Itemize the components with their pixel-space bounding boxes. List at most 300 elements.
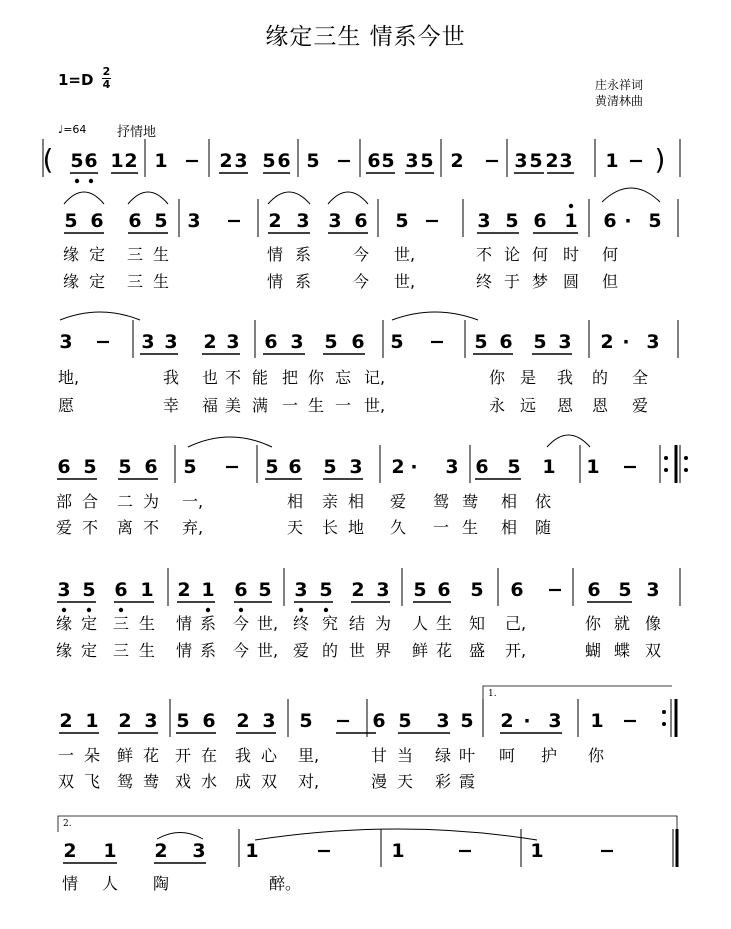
- lyric-char: 盛: [469, 641, 486, 660]
- note: 5: [395, 210, 409, 232]
- note: 5: [324, 331, 338, 353]
- lyric-char: 你: [588, 746, 605, 765]
- note: 2: [500, 710, 514, 732]
- lyric-char: 爱: [293, 641, 310, 660]
- lyric-char: 久: [390, 518, 407, 537]
- note: 3: [646, 579, 660, 601]
- lyric-char: 开,: [505, 641, 527, 660]
- lyric-char: 戏: [175, 772, 192, 791]
- tempo-marking: ♩=64: [58, 123, 87, 136]
- lyric-char: 天: [397, 772, 414, 791]
- note: 6: [234, 579, 248, 601]
- slur: [157, 833, 203, 840]
- lyric-char: 漫: [371, 772, 388, 791]
- lyric-char: 生: [139, 641, 156, 660]
- lyric-char: 是: [520, 368, 537, 387]
- slur: [64, 192, 104, 204]
- lyric-char: 终: [476, 272, 493, 291]
- note: 6: [264, 331, 278, 353]
- note: 5: [648, 210, 662, 232]
- lyric-char: 对,: [298, 772, 320, 791]
- lyric-char: 彩: [435, 772, 452, 791]
- note: 6: [57, 456, 71, 478]
- note: 5: [64, 210, 78, 232]
- note: 6: [202, 710, 216, 732]
- lyric-char: 双: [58, 772, 75, 791]
- lyric-char: 亲: [322, 492, 339, 511]
- slur: [392, 312, 478, 320]
- note: 5: [299, 710, 313, 732]
- time-signature-top: 2: [102, 65, 111, 78]
- note: 6: [533, 210, 547, 232]
- lyric-char: 远: [520, 396, 537, 415]
- note: 3: [646, 331, 660, 353]
- note: 1: [590, 710, 604, 732]
- lyric-char: 愿: [58, 396, 75, 415]
- key-signature: 1=D: [58, 71, 94, 89]
- lyric-char: 圆: [563, 272, 580, 291]
- note: 1: [605, 150, 619, 172]
- note: 1: [85, 710, 99, 732]
- octave-dot: [569, 204, 573, 208]
- note: 2: [203, 331, 217, 353]
- lyric-char: 能: [252, 368, 269, 387]
- lyric-char: 情: [267, 245, 284, 264]
- note: 5: [470, 579, 484, 601]
- note: 3: [234, 150, 248, 172]
- lyric-char: 也: [202, 368, 219, 387]
- note: 2: [219, 150, 233, 172]
- slur: [602, 188, 660, 202]
- lyric-char: 世,: [394, 272, 416, 291]
- note: 5: [505, 210, 519, 232]
- note: 2: [177, 579, 191, 601]
- note: 1: [542, 456, 556, 478]
- lyric-char: 醉。: [269, 874, 302, 893]
- octave-dot: [299, 608, 303, 612]
- lyric-char: 我: [235, 746, 252, 765]
- lyric-char: 满: [252, 396, 269, 415]
- note: 6: [367, 150, 381, 172]
- lyric-char: 鸯: [143, 772, 160, 791]
- note: ·: [523, 710, 531, 732]
- lyric-char: 定: [81, 614, 98, 633]
- lyric-char: 当: [397, 746, 414, 765]
- note: 3: [328, 210, 342, 232]
- lyric-char: 不: [225, 368, 242, 387]
- lyric-char: 地,: [58, 368, 80, 387]
- lyric-char: 记,: [364, 368, 386, 387]
- note: 5: [460, 710, 474, 732]
- octave-dot: [119, 608, 123, 612]
- note: 2: [59, 710, 73, 732]
- lyric-char: 三: [127, 272, 144, 291]
- song-title: 缘定三生 情系今世: [265, 24, 466, 50]
- note: 5: [533, 331, 547, 353]
- note: 6: [475, 456, 489, 478]
- lyric-char: 系: [200, 641, 217, 660]
- lyric-char: 世,: [394, 245, 416, 264]
- repeat-dot: [684, 468, 688, 472]
- lyric-char: 陶: [153, 874, 170, 893]
- lyric-char: 叶: [459, 746, 476, 765]
- note: 6: [128, 210, 142, 232]
- note: 3: [559, 150, 573, 172]
- lyric-char: 里,: [298, 746, 320, 765]
- note: 6: [603, 210, 617, 232]
- lyric-char: 情: [176, 641, 193, 660]
- lyric-char: 一: [282, 396, 299, 415]
- note: 3: [226, 331, 240, 353]
- lyric-char: 三: [113, 641, 130, 660]
- note: 5: [420, 150, 434, 172]
- lyricist-credit: 庄永祥词: [595, 78, 644, 92]
- lyric-char: 定: [89, 272, 106, 291]
- note: 3: [477, 210, 491, 232]
- note: 3: [57, 579, 71, 601]
- lyric-char: 双: [261, 772, 278, 791]
- lyric-char: 情: [176, 614, 193, 633]
- note: 2: [450, 150, 464, 172]
- lyric-char: 水: [201, 772, 218, 791]
- lyric-char: 鸳: [117, 772, 134, 791]
- lyric-char: 世: [349, 641, 366, 660]
- lyric-char: 护: [541, 746, 558, 765]
- lyric-char: 你: [585, 614, 602, 633]
- lyric-char: 就: [614, 614, 631, 633]
- lyric-char: 不: [476, 245, 493, 264]
- note: 5: [319, 579, 333, 601]
- lyric-char: 朵: [84, 746, 101, 765]
- lyric-char: 时: [563, 245, 580, 264]
- note: 5: [507, 456, 521, 478]
- note: 6: [437, 579, 451, 601]
- lyric-char: 一,: [182, 492, 204, 511]
- lyric-char: 相: [501, 492, 518, 511]
- lyric-char: 美: [225, 396, 242, 415]
- lyric-char: 今: [233, 614, 250, 633]
- lyric-char: 系: [200, 614, 217, 633]
- lyric-char: 地: [348, 518, 365, 537]
- note: 5: [306, 150, 320, 172]
- lyric-char: 的: [592, 368, 609, 387]
- repeat-dot: [664, 456, 668, 460]
- bracket: (: [42, 143, 54, 176]
- note: 5: [265, 456, 279, 478]
- lyric-char: 你: [489, 368, 506, 387]
- lyric-char: 你: [308, 368, 325, 387]
- note: 5: [176, 710, 190, 732]
- lyric-char: 世,: [364, 396, 386, 415]
- volta-label-2: 2.: [63, 819, 72, 829]
- lyric-char: 呵: [499, 746, 516, 765]
- lyric-char: 终: [293, 614, 310, 633]
- lyric-char: 幸: [163, 396, 180, 415]
- lyric-char: 人: [102, 874, 119, 893]
- lyric-char: 但: [602, 272, 619, 291]
- lyric-char: 缘: [56, 614, 73, 633]
- repeat-dot: [664, 468, 668, 472]
- lyric-char: 全: [632, 368, 649, 387]
- note: 3: [349, 456, 363, 478]
- lyric-char: 双: [645, 641, 662, 660]
- slur: [268, 192, 310, 204]
- note: 6: [114, 579, 128, 601]
- note: 5: [118, 456, 132, 478]
- note: 3: [59, 331, 73, 353]
- lyric-char: 系: [295, 245, 312, 264]
- lyric-char: 爱: [632, 396, 649, 415]
- note: 3: [296, 210, 310, 232]
- lyric-char: 蝴: [585, 641, 602, 660]
- note: 2: [118, 710, 132, 732]
- note: 6: [354, 210, 368, 232]
- lyric-char: 天: [287, 518, 304, 537]
- note: 5: [82, 579, 96, 601]
- lyric-char: 花: [436, 641, 453, 660]
- note: 1: [103, 840, 117, 862]
- lyric-char: 我: [557, 368, 574, 387]
- note: 2: [268, 210, 282, 232]
- lyric-char: 合: [82, 492, 99, 511]
- lyric-char: 随: [535, 518, 552, 537]
- note: 5: [154, 210, 168, 232]
- note: 6: [277, 150, 291, 172]
- note: 2: [124, 150, 138, 172]
- lyric-char: 相: [287, 492, 304, 511]
- lyric-char: 长: [322, 518, 339, 537]
- lyric-char: 界: [375, 641, 392, 660]
- slur: [547, 435, 590, 447]
- lyric-char: 在: [201, 746, 218, 765]
- volta-label-1: 1.: [488, 689, 497, 699]
- lyric-char: 鲜: [117, 746, 134, 765]
- bracket: ): [654, 143, 666, 176]
- note: 2: [351, 579, 365, 601]
- note: 6: [90, 210, 104, 232]
- lyric-char: 依: [535, 492, 552, 511]
- lyric-char: 世,: [257, 614, 279, 633]
- lyric-char: 霞: [459, 772, 476, 791]
- octave-dot: [324, 608, 328, 612]
- lyric-char: 今: [353, 245, 370, 264]
- note: 1: [586, 456, 600, 478]
- lyric-char: 一: [433, 518, 450, 537]
- lyric-char: 不: [82, 518, 99, 537]
- lyric-char: 生: [308, 396, 325, 415]
- note: 3: [405, 150, 419, 172]
- lyric-char: 定: [81, 641, 98, 660]
- note: 2: [391, 456, 405, 478]
- note: 1: [391, 840, 405, 862]
- lyric-char: 生: [139, 614, 156, 633]
- lyric-char: 蝶: [614, 641, 631, 660]
- lyric-char: 成: [235, 772, 252, 791]
- note: 3: [445, 456, 459, 478]
- lyric-char: 论: [504, 245, 521, 264]
- note: ·: [410, 456, 418, 478]
- lyric-char: 一: [335, 396, 352, 415]
- note: 3: [514, 150, 528, 172]
- lyric-char: 缘: [56, 641, 73, 660]
- note: 3: [290, 331, 304, 353]
- lyric-char: 生: [153, 245, 170, 264]
- lyric-char: 究: [322, 614, 339, 633]
- lyric-char: 绿: [435, 746, 452, 765]
- lyric-char: 不: [143, 518, 160, 537]
- lyric-char: 今: [353, 272, 370, 291]
- lyric-char: 何: [532, 245, 549, 264]
- note: 2: [63, 840, 77, 862]
- lyric-char: 的: [322, 641, 339, 660]
- note: 1: [245, 840, 259, 862]
- note: 5: [529, 150, 543, 172]
- lyric-char: 福: [202, 396, 219, 415]
- note: 2: [545, 150, 559, 172]
- lyric-char: 世,: [257, 641, 279, 660]
- expression-marking: 抒情地: [117, 125, 157, 140]
- lyric-char: 今: [233, 641, 250, 660]
- lyric-char: 相: [348, 492, 365, 511]
- lyric-char: 缘: [63, 272, 80, 291]
- lyric-char: 情: [267, 272, 284, 291]
- lyric-char: 何: [602, 245, 619, 264]
- lyric-char: 像: [645, 614, 662, 633]
- lyric-char: 花: [143, 746, 160, 765]
- note: 5: [618, 579, 632, 601]
- slur: [328, 192, 368, 204]
- note: 3: [192, 840, 206, 862]
- note: 3: [436, 710, 450, 732]
- note: 5: [183, 456, 197, 478]
- note: 6: [499, 331, 513, 353]
- note: 5: [70, 150, 84, 172]
- lyric-char: 生: [436, 614, 453, 633]
- lyric-char: 忘: [335, 368, 352, 387]
- note: 5: [381, 150, 395, 172]
- note: 3: [548, 710, 562, 732]
- lyric-char: 恩: [557, 396, 574, 415]
- note: 5: [390, 331, 404, 353]
- note: 2: [236, 710, 250, 732]
- octave-dot: [206, 608, 210, 612]
- lyric-char: 恩: [592, 396, 609, 415]
- lyric-char: 人: [412, 614, 429, 633]
- lyric-char: 相: [501, 518, 518, 537]
- repeat-dot: [662, 722, 666, 726]
- lyric-char: 生: [462, 518, 479, 537]
- note: 6: [510, 579, 524, 601]
- lyric-char: 甘: [371, 746, 388, 765]
- note: 6: [587, 579, 601, 601]
- note: 1: [154, 150, 168, 172]
- lyric-char: 三: [127, 245, 144, 264]
- lyric-char: 永: [489, 396, 506, 415]
- lyric-char: 弃,: [182, 518, 204, 537]
- note: 5: [398, 710, 412, 732]
- note: 1: [110, 150, 124, 172]
- lyric-char: 系: [295, 272, 312, 291]
- lyric-char: 梦: [532, 272, 549, 291]
- note: ·: [622, 331, 630, 353]
- lyric-char: 鲜: [412, 641, 429, 660]
- slur: [128, 192, 168, 204]
- octave-dot: [75, 179, 79, 183]
- note: 1: [140, 579, 154, 601]
- note: 3: [294, 579, 308, 601]
- lyric-char: 知: [469, 614, 486, 633]
- note: 5: [83, 456, 97, 478]
- lyric-char: 开: [175, 746, 192, 765]
- lyric-char: 结: [349, 614, 366, 633]
- note: 6: [144, 456, 158, 478]
- composer-credit: 黄清林曲: [595, 94, 644, 108]
- lyric-char: 离: [117, 518, 134, 537]
- lyric-char: 定: [89, 245, 106, 264]
- slur: [255, 829, 537, 840]
- note: 1: [564, 210, 578, 232]
- lyric-char: 部: [56, 492, 73, 511]
- note: 1: [530, 840, 544, 862]
- slur: [60, 312, 140, 320]
- note: 5: [262, 150, 276, 172]
- note: 3: [144, 710, 158, 732]
- octave-dot: [87, 608, 91, 612]
- time-signature-bottom: 4: [102, 78, 111, 91]
- note: 5: [413, 579, 427, 601]
- note: 5: [323, 456, 337, 478]
- lyric-char: 我: [163, 368, 180, 387]
- lyric-char: 鸯: [462, 492, 479, 511]
- slur: [188, 437, 272, 447]
- note: 6: [351, 331, 365, 353]
- lyric-char: 心: [261, 746, 278, 765]
- lyric-char: 把: [282, 368, 299, 387]
- lyric-char: 为: [143, 492, 160, 511]
- lyric-char: 己,: [505, 614, 527, 633]
- note: 5: [258, 579, 272, 601]
- note: 6: [288, 456, 302, 478]
- note: 3: [262, 710, 276, 732]
- octave-dot: [89, 179, 93, 183]
- note: 3: [141, 331, 155, 353]
- note: 2: [154, 840, 168, 862]
- octave-dot: [239, 608, 243, 612]
- lyric-char: 鸳: [433, 492, 450, 511]
- note: 6: [84, 150, 98, 172]
- lyric-char: 二: [117, 492, 134, 511]
- lyric-char: 爱: [56, 518, 73, 537]
- note: 3: [558, 331, 572, 353]
- note: 3: [164, 331, 178, 353]
- note: 5: [474, 331, 488, 353]
- note: 1: [201, 579, 215, 601]
- note: 6: [372, 710, 386, 732]
- lyric-char: 情: [62, 874, 79, 893]
- note: ·: [624, 210, 632, 232]
- lyric-char: 为: [375, 614, 392, 633]
- repeat-dot: [684, 456, 688, 460]
- lyric-char: 三: [113, 614, 130, 633]
- octave-dot: [62, 608, 66, 612]
- repeat-dot: [662, 710, 666, 714]
- note: 3: [187, 210, 201, 232]
- lyric-char: 缘: [63, 245, 80, 264]
- lyric-char: 爱: [390, 492, 407, 511]
- lyric-char: 于: [504, 272, 521, 291]
- note: 3: [376, 579, 390, 601]
- note: 2: [600, 331, 614, 353]
